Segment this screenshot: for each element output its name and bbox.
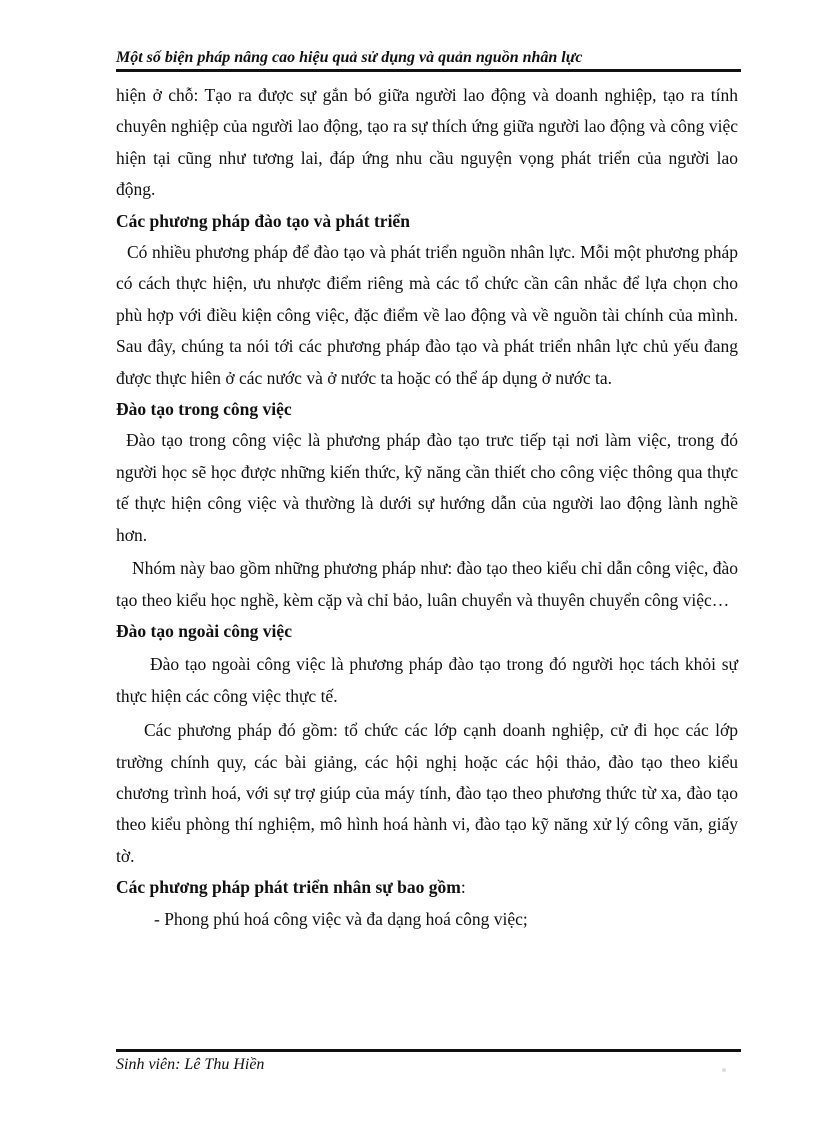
paragraph-methods-overview: Có nhiều phương pháp để đào tạo và phát triển nguồn nhân lực. Mỗi một phương pháp có cách thực hiện, ưu nhược điểm riêng mà các tổ chức cần cân nhắc để lựa chọn cho phù hợp với điều kiện công việc, đặc điểm về lao động và về nguồn tài chính của mình. Sau đây, chúng ta nói tới các phương pháp đào tạo và phát triển nhân lực chủ yếu đang được thực hiên ở các nước và ở nước ta hoặc có thể áp dụng ở nước ta. [116,242,738,388]
section-heading-off-the-job: Đào tạo ngoài công việc [116,620,292,641]
paragraph-intro-continuation: hiện ở chỗ: Tạo ra được sự gắn bó giữa người lao động và doanh nghiệp, tạo ra tính chuyên nghiệp của người lao động, tạo ra sự thích ứng giữa người lao động và công việc hiện tại cũng như tương lai, đáp ứng nhu cầu nguyện vọng phát triển của người lao động. [116,85,738,200]
paragraph-on-the-job-definition: Đào tạo trong công việc là phương pháp đào tạo trưc tiếp tại nơi làm việc, trong đó người học sẽ học được những kiến thức, kỹ năng cần thiết cho công việc thông qua thực tế thực hiện công việc và thường là dưới sự hướng dẫn của người lao động lành nghề hơn. [116,430,738,545]
list-item-job-enrichment: - Phong phú hoá công việc và đa dạng hoá công việc; [154,908,528,929]
paragraph-off-the-job-definition: Đào tạo ngoài công việc là phương pháp đào tạo trong đó người học tách khỏi sự thực hiện các công việc thực tế. [116,654,738,706]
section-heading-on-the-job: Đào tạo trong công việc [116,399,292,420]
page-header-title: Một số biện pháp nâng cao hiệu quả sử dụng và quản nguồn nhân lực [116,49,583,66]
footer-author: Sinh viên: Lê Thu Hiền [116,1056,265,1073]
header-divider [116,69,741,72]
heading-colon: : [460,877,466,898]
section-heading-training-methods: Các phương pháp đào tạo và phát triển [116,210,410,231]
document-body [116,80,738,935]
page-mark [722,1068,726,1072]
paragraph-off-the-job-methods: Các phương pháp đó gồm: tổ chức các lớp cạnh doanh nghiệp, cử đi học các lớp trường chính quy, các bài giảng, các hội nghị hoặc các hội thảo, đào tạo theo kiểu chương trình hoá, với sự trợ giúp của máy tính, đào tạo theo phương thức từ xa, đào tạo theo kiểu phòng thí nghiệm, mô hình hoá hành vi, đào tạo kỹ năng xử lý công văn, giấy tờ. [116,720,738,866]
paragraph-on-the-job-methods: Nhóm này bao gồm những phương pháp như: đào tạo theo kiểu chỉ dẫn công việc, đào tạo theo kiểu học nghề, kèm cặp và chỉ bảo, luân chuyển và thuyên chuyển công việc… [116,558,738,610]
section-heading-development-methods [116,872,738,903]
footer-divider [116,1049,741,1052]
heading-text: Các phương pháp phát triển nhân sự bao gồm [116,877,461,898]
